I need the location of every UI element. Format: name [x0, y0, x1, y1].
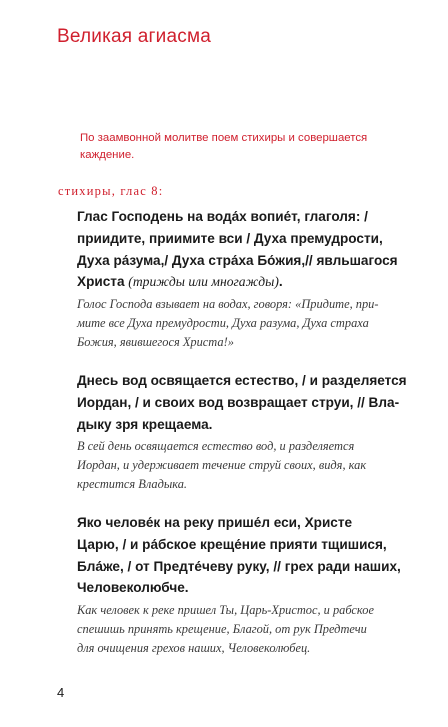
translation-3	[77, 601, 397, 658]
translation-line: Иордан, и удерживает течение струй своих, видя, как	[77, 458, 367, 472]
stanza-last-bold: Христа	[77, 274, 129, 290]
stanza-line: Глас Господень на вода́х вопие́т, глаголя: /	[77, 209, 368, 224]
translation-line: мите все Духа премудрости, Духа разума, Духа страха	[77, 316, 369, 330]
translation-line: спешишь принять крещение, Благой, от рук Предтечи	[77, 622, 367, 636]
stanza-line: дыку зря крещаема.	[77, 416, 213, 432]
stanza-line: Человеколюбче.	[77, 580, 189, 596]
stanza-line: Яко челове́к на реку прише́л еси, Христе	[77, 515, 353, 530]
rubric-note: (трижды или многажды)	[128, 274, 279, 290]
stanza-line: Бла́же, / от Предте́чеву руку, // грех ради наших,	[77, 558, 401, 574]
stanza-1	[77, 206, 397, 293]
translation-line: Голос Господа взывает на водах, говоря: «Придите, при-	[77, 297, 379, 311]
page-title: Великая агиасма	[57, 26, 211, 47]
stanza-line: Днесь вод освящается естество, / и разделяется	[77, 373, 407, 388]
rubric-line: По заамвонной молитве поем стихиры и совершается	[80, 132, 368, 144]
stanza-3	[77, 512, 401, 599]
stanza-end: .	[278, 274, 283, 290]
translation-1	[77, 295, 397, 352]
section-heading: стихиры, глас 8:	[58, 184, 164, 198]
rubric-line: каждение.	[80, 149, 135, 161]
translation-line: крестится Владыка.	[77, 477, 188, 491]
stanza-2	[77, 370, 407, 435]
stanza-line: Духа ра́зума,/ Духа стра́ха Бо́жия,// явльшагося	[77, 252, 398, 268]
translation-line: В сей день освящается естество вод, и разделяется	[77, 439, 355, 453]
stanza-line: Царю, / и ра́бское креще́ние прияти тщишися,	[77, 536, 387, 552]
stanza-line	[77, 271, 397, 293]
stanza-line: приидите, приимите вси / Духа премудрости,	[77, 230, 383, 246]
translation-line: Божия, явившегося Христа!»	[77, 335, 234, 349]
page-number: 4	[57, 685, 65, 700]
stanza-line: Иордан, / и своих вод возвращает струи, // Вла-	[77, 394, 400, 410]
translation-2	[77, 437, 397, 494]
translation-line: для очищения грехов наших, Человеколюбец.	[77, 641, 311, 655]
translation-line: Как человек к реке пришел Ты, Царь-Христос, и рабское	[77, 603, 374, 617]
rubric	[80, 130, 380, 164]
